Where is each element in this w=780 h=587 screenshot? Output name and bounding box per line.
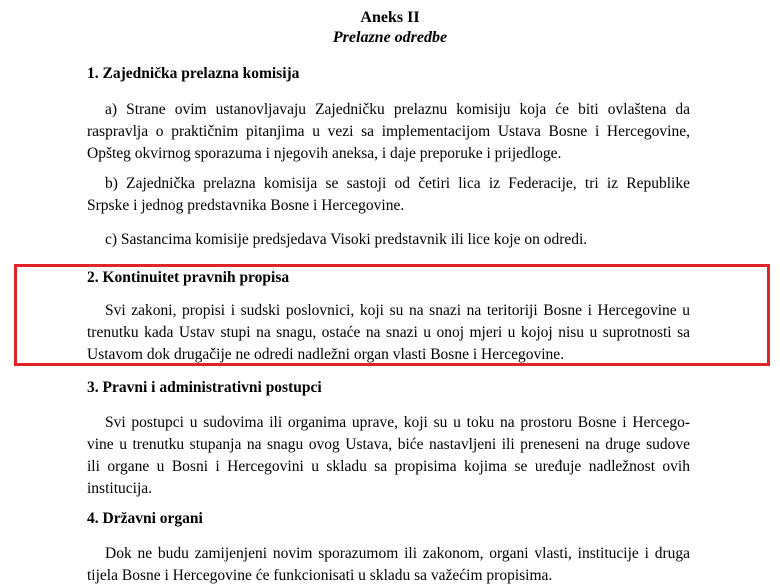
section-4-paragraph: [87, 543, 690, 587]
section-1-paragraph-a: [87, 99, 690, 165]
paragraph-line: a) Strane ovim ustanovljavaju Zajedničku prelaznu komisiju koja će biti ovlaštena da: [105, 101, 690, 118]
section-heading-1: 1. Zajednička prelazna komisija: [87, 65, 300, 82]
annex-title: Aneks II: [360, 9, 420, 26]
section-heading-4: 4. Državni organi: [87, 510, 203, 527]
section-heading-3: 3. Pravni i administrativni postupci: [87, 379, 322, 396]
paragraph-line: trenutku kada Ustav stupi na snagu, ostaće na snazi u onoj mjeri u kojoj nisu u suprotnosti sa: [87, 324, 690, 341]
paragraph-line: Svi postupci u sudovima ili organima uprave, koji su u toku na prostoru Bosne i Hercego-: [105, 414, 690, 431]
paragraph-line: raspravlja o praktičnim pitanjima u vezi sa implementacijom Ustava Bosne i Hercegovine,: [87, 123, 690, 140]
annex-subtitle: Prelazne odredbe: [332, 29, 448, 46]
paragraph-line: institucija.: [87, 480, 153, 497]
section-3-paragraph: [87, 412, 690, 500]
paragraph-line: Srpske i jednog predstavnika Bosne i Hercegovine.: [87, 197, 405, 214]
paragraph-line: Dok ne budu zamijenjeni novim sporazumom ili zakonom, organi vlasti, institucije i druga: [105, 545, 690, 562]
paragraph-line: b) Zajednička prelazna komisija se sastoji od četiri lica iz Federacije, tri iz Republike: [105, 175, 690, 192]
paragraph-line: ili organe u Bosni i Hercegovini u skladu sa propisima kojima se uređuje nadležnost ovih: [87, 458, 690, 475]
paragraph-line: Ustavom dok drugačije ne odredi nadležni organ vlasti Bosne i Hercegovine.: [87, 346, 565, 363]
paragraph-line: tijela Bosne i Hercegovine će funkcionisati u skladu sa važećim propisima.: [87, 567, 553, 584]
paragraph-line: Opšteg okvirnog sporazuma i njegovih aneksa, i daje preporuke i prijedloge.: [87, 145, 562, 162]
section-1-paragraph-b: [87, 173, 690, 217]
section-1-paragraph-c: [87, 229, 690, 251]
paragraph-line: Svi zakoni, propisi i sudski poslovnici, koji su na snazi na teritoriji Bosne i Hercegovine u: [105, 302, 690, 319]
section-2-paragraph: [87, 300, 690, 366]
paragraph-line: c) Sastancima komisije predsjedava Visoki predstavnik ili lice koje on odredi.: [105, 231, 588, 248]
section-heading-2: 2. Kontinuitet pravnih propisa: [87, 269, 290, 286]
paragraph-line: vine u trenutku stupanja na snagu ovog Ustava, biće nastavljeni ili preneseni na druge sudove: [87, 436, 690, 453]
